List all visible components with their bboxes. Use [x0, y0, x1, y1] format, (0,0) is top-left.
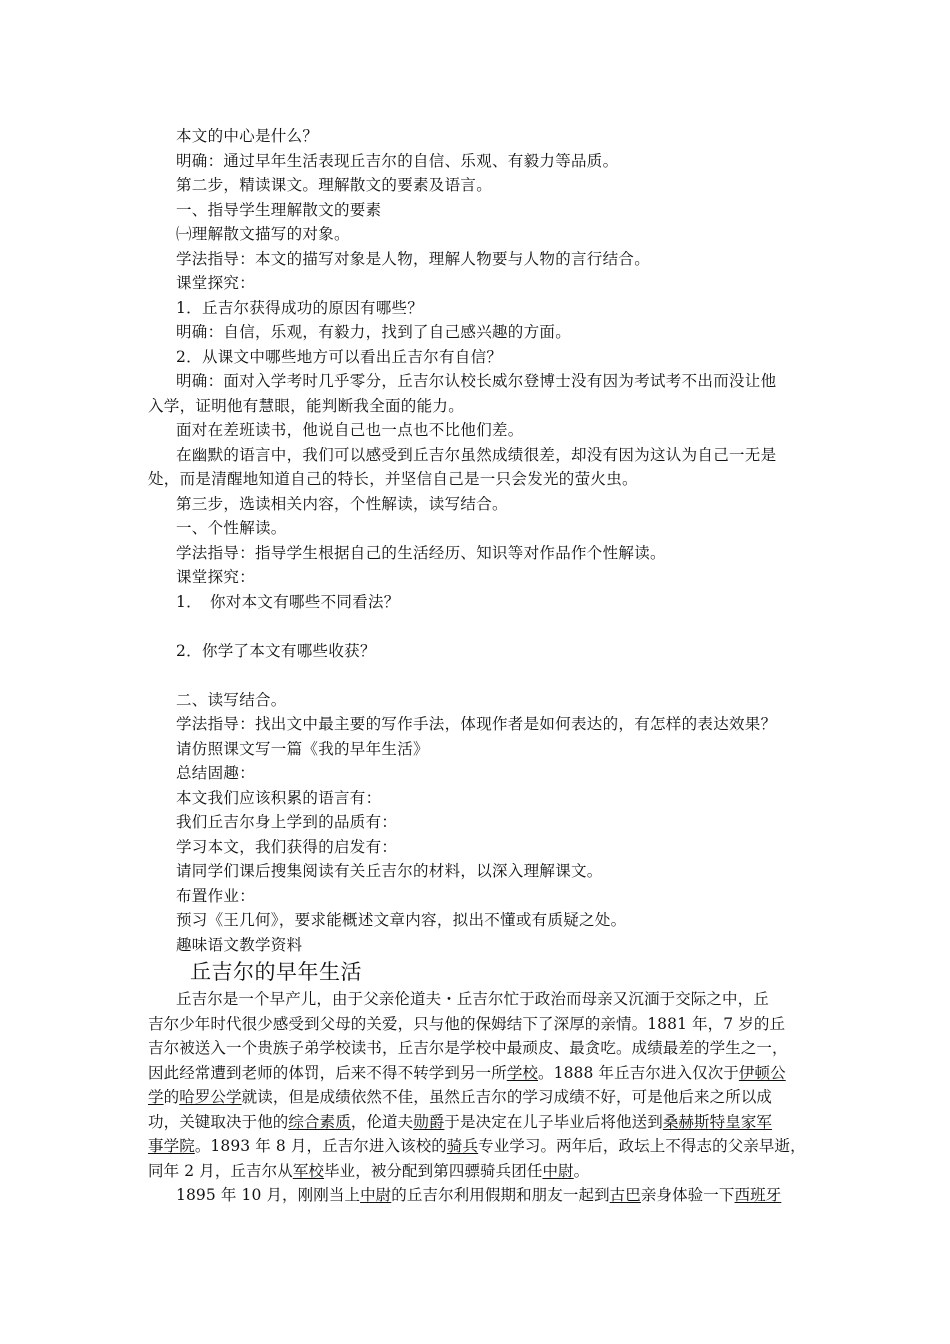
section-heading: 一、个性解读。: [176, 519, 287, 537]
link-cavalry[interactable]: 骑兵: [446, 1137, 479, 1155]
link-military-school[interactable]: 军校: [292, 1161, 325, 1180]
article-text: 。: [573, 1161, 590, 1180]
link-lieutenant[interactable]: 中尉: [360, 1186, 392, 1204]
article-text: 亲身体验一下: [640, 1186, 735, 1204]
article-text: 的: [163, 1088, 180, 1106]
question-line: 2．你学了本文有哪些收获？: [176, 641, 376, 660]
article-line: [176, 1183, 816, 1208]
article-text: ，伦道夫: [350, 1112, 414, 1131]
text-line: 趣味语文教学资料: [176, 935, 303, 954]
text-line: 第二步，精读课文。理解散文的要素及语言。: [176, 176, 493, 194]
text-line: 课堂探究：: [176, 274, 256, 292]
article-text: 同年 2 月，丘吉尔从: [148, 1161, 293, 1180]
link-school[interactable]: 学校: [506, 1063, 539, 1082]
article: [148, 957, 816, 1208]
article-text: 于是决定在儿子毕业后将他送到: [444, 1112, 663, 1131]
link-sandhurst[interactable]: 桑赫斯特皇家军: [662, 1112, 773, 1131]
section-heading: 一、指导学生理解散文的要素: [176, 200, 382, 219]
lesson-body: [148, 124, 816, 1208]
link-lord[interactable]: 勋爵: [413, 1112, 445, 1131]
text-line: 布置作业：: [176, 886, 256, 905]
text-line: 学法指导：本文的描写对象是人物，理解人物要与人物的言行结合。: [176, 249, 651, 268]
text-line: 本文的中心是什么？: [176, 127, 319, 145]
link-eton[interactable]: 伊顿公: [738, 1063, 786, 1082]
link-spain[interactable]: 西班牙: [734, 1186, 782, 1204]
text-line: 学法指导：指导学生根据自己的生活经历、知识等对作品作个性解读。: [176, 543, 666, 562]
question-line: 2．从课文中哪些地方可以看出丘吉尔有自信？: [176, 347, 503, 366]
section-heading: 二、读写结合。: [176, 690, 287, 709]
article-text: 1895 年 10 月，刚刚当上: [176, 1186, 361, 1204]
blank-space: [176, 614, 816, 639]
text-line: 本文我们应该积累的语言有：: [176, 788, 382, 807]
text-line: 在幽默的语言中，我们可以感受到丘吉尔虽然成绩很差，却没有因为这认为自己一无是: [176, 445, 777, 464]
text-line: 请同学们课后搜集阅读有关丘吉尔的材料，以深入理解课文。: [176, 862, 603, 880]
answer-line: 明确：面对入学考时几乎零分，丘吉尔认校长威尔登博士没有因为考试考不出而没让他: [176, 372, 777, 390]
link-lieutenant[interactable]: 中尉: [542, 1161, 574, 1180]
text-line: 明确：通过早年生活表现丘吉尔的自信、乐观、有毅力等品质。: [176, 151, 619, 170]
text-line-continued: 处，而是清醒地知道自己的特长，并坚信自己是一只会发光的萤火虫。: [148, 470, 638, 488]
article-text: 就读，但是成绩依然不佳，虽然丘吉尔的学习成绩不好，可是他后来之所以成: [241, 1088, 773, 1106]
article-title: 丘吉尔的早年生活: [190, 960, 362, 984]
article-line: [148, 1110, 816, 1135]
article-text: 。1888 年丘吉尔进入仅次于: [538, 1063, 739, 1082]
article-text: 的丘吉尔利用假期和朋友一起到: [391, 1186, 610, 1204]
text-line: 预习《王几何》，要求能概述文章内容，拟出不懂或有质疑之处。: [176, 911, 627, 929]
link-sandhurst-cont[interactable]: 事学院: [148, 1137, 195, 1155]
question-line: 1．丘吉尔获得成功的原因有哪些？: [176, 298, 424, 317]
article-text: 功，关键取决于他的: [148, 1112, 289, 1131]
text-line: 总结固趣：: [176, 764, 256, 782]
text-line: 第三步，选读相关内容，个性解读，读写结合。: [176, 494, 508, 513]
article-text: 专业学习。两年后，政坛上不得志的父亲早逝，: [478, 1137, 806, 1155]
article-line: [148, 1134, 816, 1159]
article-text: 因此经常遭到老师的体罚，后来不得不转学到另一所: [148, 1063, 507, 1082]
article-text: 。1893 年 8 月，丘吉尔进入该校的: [194, 1137, 447, 1155]
text-line: 面对在差班读书，他说自己也一点也不比他们差。: [176, 421, 524, 439]
article-line: [148, 1061, 816, 1086]
article-line: 吉尔少年时代很少感受到父母的关爱，只与他的保姆结下了深厚的亲情。1881 年，7 岁的丘: [148, 1014, 786, 1033]
link-cuba[interactable]: 古巴: [609, 1186, 641, 1204]
article-line: 丘吉尔是一个早产儿，由于父亲伦道夫・丘吉尔忙于政治而母亲又沉湎于交际之中，丘: [176, 990, 769, 1008]
article-line: [148, 1159, 816, 1184]
answer-line: 明确：自信，乐观，有毅力，找到了自己感兴趣的方面。: [176, 323, 572, 341]
text-line: 我们丘吉尔身上学到的品质有：: [176, 813, 398, 831]
answer-line-continued: 入学，证明他有慧眼，能判断我全面的能力。: [148, 396, 465, 415]
link-quality[interactable]: 综合素质: [288, 1112, 351, 1131]
article-line: [148, 1085, 816, 1110]
link-eton-cont[interactable]: 学: [148, 1088, 164, 1106]
blank-space: [176, 663, 816, 688]
article-text: 毕业，被分配到第四骠骑兵团任: [324, 1161, 543, 1180]
text-line: 学法指导：找出文中最主要的写作手法，体现作者是如何表达的，有怎样的表达效果？: [176, 715, 777, 733]
text-line: 请仿照课文写一篇《我的早年生活》: [176, 739, 429, 758]
text-line: 学习本文，我们获得的启发有：: [176, 837, 398, 856]
question-line: 1． 你对本文有哪些不同看法？: [176, 592, 400, 611]
text-line: ㈠理解散文描写的对象。: [176, 225, 350, 243]
article-line: 吉尔被送入一个贵族子弟学校读书，丘吉尔是学校中最顽皮、最贪吃。成绩最差的学生之一，: [148, 1039, 788, 1057]
text-line: 课堂探究：: [176, 568, 256, 586]
link-harrow[interactable]: 哈罗公学: [179, 1088, 242, 1106]
